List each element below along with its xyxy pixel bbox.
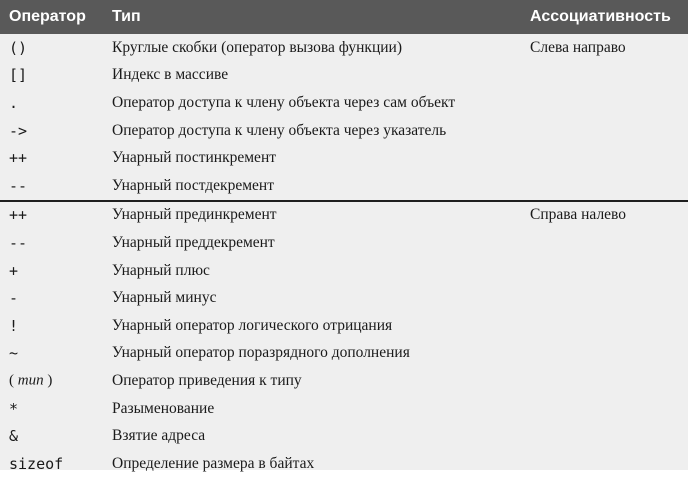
table-row — [0, 62, 688, 90]
table-row — [0, 229, 688, 257]
operator-cell — [9, 372, 52, 389]
operator-cell: ++ — [9, 149, 28, 168]
table-row — [0, 34, 688, 62]
header-operator: Оператор — [9, 8, 86, 25]
header-associativity: Ассоциативность — [530, 8, 671, 25]
table-row — [0, 172, 688, 200]
cast-close-paren: ) — [47, 372, 53, 389]
table-row — [0, 450, 688, 478]
operator-cell: () — [9, 38, 28, 57]
table-row — [0, 284, 688, 312]
table-header — [0, 0, 688, 34]
type-cell: Разыменование — [112, 399, 215, 417]
operator-cell: ! — [9, 316, 19, 335]
table-row — [0, 89, 688, 117]
type-cell: Оператор доступа к члену объекта через указатель — [112, 121, 447, 139]
type-cell: Круглые скобки (оператор вызова функции) — [112, 38, 402, 56]
type-cell: Определение размера в байтах — [112, 454, 315, 472]
table-row — [0, 144, 688, 172]
operator-cell: -- — [9, 233, 28, 252]
operator-cell: -> — [9, 121, 28, 140]
group-left-to-right — [0, 34, 688, 200]
type-cell: Взятие адреса — [112, 427, 206, 445]
type-cell: Унарный постинкремент — [112, 149, 277, 167]
operator-cell: - — [9, 289, 19, 308]
type-cell: Унарный оператор логического отрицания — [112, 316, 393, 334]
operator-cell: [] — [9, 66, 28, 85]
table-row — [0, 340, 688, 368]
table-row — [0, 422, 688, 450]
type-cell: Унарный преддекремент — [112, 233, 275, 251]
operator-cell: -- — [9, 176, 28, 195]
table-row — [0, 202, 688, 230]
table-row — [0, 257, 688, 285]
operator-cell: & — [9, 427, 19, 446]
type-cell: Унарный минус — [112, 289, 217, 307]
cast-open-paren: ( — [9, 372, 14, 389]
table-row — [0, 312, 688, 340]
type-cell: Унарный прединкремент — [112, 206, 277, 224]
type-cell: Индекс в массиве — [112, 66, 229, 84]
operator-cell: * — [9, 399, 19, 418]
operator-cell: + — [9, 261, 19, 280]
table-row — [0, 367, 688, 395]
cast-type-placeholder: тип — [17, 372, 44, 389]
type-cell: Унарный постдекремент — [112, 176, 274, 194]
associativity-cell: Слева направо — [530, 38, 626, 56]
type-cell: Унарный плюс — [112, 261, 210, 279]
operator-cell: sizeof — [9, 454, 64, 473]
operator-cell: ++ — [9, 206, 28, 225]
operator-cell: ~ — [9, 344, 19, 363]
type-cell: Оператор приведения к типу — [112, 371, 302, 389]
type-cell: Унарный оператор поразрядного дополнения — [112, 344, 410, 362]
associativity-cell: Справа налево — [530, 206, 627, 224]
operator-cell: . — [9, 93, 19, 112]
table-row — [0, 117, 688, 145]
type-cell: Оператор доступа к члену объекта через сам объект — [112, 93, 456, 111]
header-type: Тип — [112, 8, 141, 25]
group-right-to-left — [0, 202, 688, 478]
table-row — [0, 395, 688, 423]
